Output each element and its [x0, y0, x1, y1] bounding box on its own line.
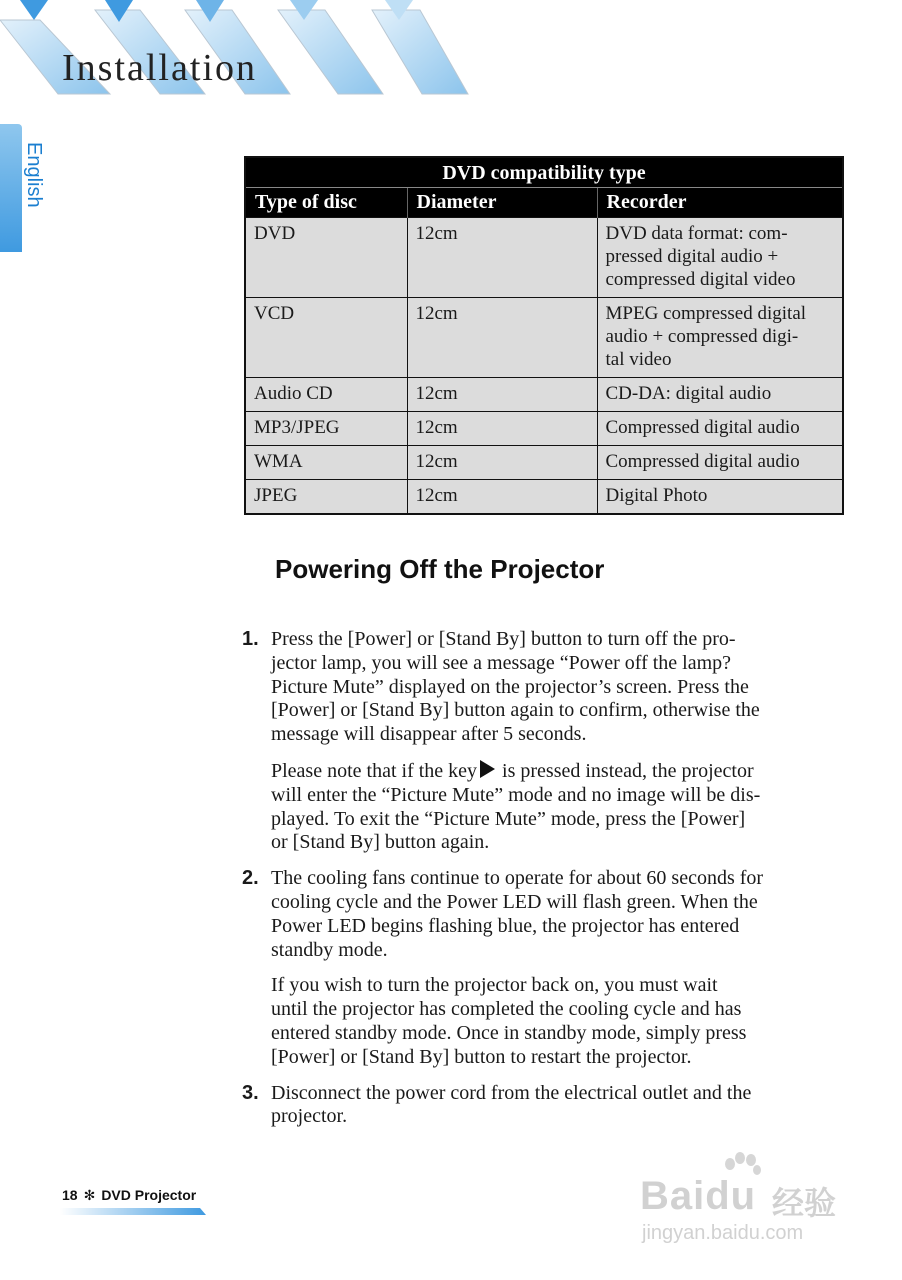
- section-title: Installation: [62, 47, 257, 89]
- watermark-brand: Baidu: [640, 1174, 757, 1218]
- step-paragraph: Press the [Power] or [Stand By] button to turn off the pro- jector lamp, you will see a message “Power off the lamp? Picture Mute” displayed on the projector’s screen. Press the [Power] or [Stand By] button again to confirm, otherwise the message will disappear after 5 seconds.: [271, 628, 760, 746]
- table-row: [245, 298, 843, 378]
- step-number: 1.: [242, 628, 259, 650]
- cell-recorder: Digital Photo: [597, 480, 843, 515]
- cell-recorder: DVD data format: com- pressed digital audio + compressed digital video: [597, 218, 843, 298]
- cell-disc-type: JPEG: [245, 480, 407, 515]
- column-header-diameter: Diameter: [407, 188, 597, 218]
- step-text: is pressed instead, the projector will enter the “Picture Mute” mode and no image will be dis- played. To exit the “Picture Mute” mode, press the [Power] or [Stand By] button again.: [271, 759, 761, 854]
- step-text: Please note that if the key: [271, 759, 478, 782]
- baidu-watermark: [640, 1152, 860, 1252]
- cell-diameter: 12cm: [407, 298, 597, 378]
- step-paragraph: The cooling fans continue to operate for about 60 seconds for cooling cycle and the Power LED will flash green. When the Power LED begins flashing blue, the projector has entered standby mode.: [271, 867, 764, 961]
- step-paragraph: Disconnect the power cord from the electrical outlet and the projector.: [271, 1081, 752, 1128]
- table-caption: DVD compatibility type: [245, 157, 843, 188]
- cell-diameter: 12cm: [407, 480, 597, 515]
- language-label: English: [23, 142, 45, 208]
- page-footer: [62, 1187, 196, 1204]
- cell-diameter: 12cm: [407, 378, 597, 412]
- powering-off-steps: [242, 628, 854, 1141]
- step-paragraph: [271, 759, 760, 855]
- page-number: 18: [62, 1187, 78, 1203]
- cell-diameter: 12cm: [407, 412, 597, 446]
- cell-recorder: Compressed digital audio: [597, 412, 843, 446]
- cell-disc-type: MP3/JPEG: [245, 412, 407, 446]
- watermark-url: jingyan.baidu.com: [642, 1222, 804, 1244]
- language-tab: [0, 124, 22, 252]
- step-paragraph: If you wish to turn the projector back on, you must wait until the projector has completed the cooling cycle and has entered standby mode. Once in standby mode, simply press [Power] or [Stand By] button to restart the projector.: [271, 974, 747, 1068]
- step-number: 3.: [242, 1081, 259, 1104]
- table-row: [245, 446, 843, 480]
- step-item: [242, 1082, 854, 1130]
- powering-off-heading: Powering Off the Projector: [275, 554, 605, 584]
- column-header-type: Type of disc: [245, 188, 407, 218]
- table-row: [245, 218, 843, 298]
- step-number: 2.: [242, 867, 259, 890]
- play-triangle-icon: [478, 759, 496, 779]
- step-item: [242, 628, 854, 855]
- table-row: [245, 480, 843, 515]
- table-row: [245, 378, 843, 412]
- cell-disc-type: Audio CD: [245, 378, 407, 412]
- chevron-stripe: [372, 10, 468, 94]
- footer-rule: [60, 1206, 210, 1216]
- chevron-arrow: [20, 0, 48, 20]
- cell-disc-type: VCD: [245, 298, 407, 378]
- cell-recorder: CD-DA: digital audio: [597, 378, 843, 412]
- cell-disc-type: DVD: [245, 218, 407, 298]
- cell-disc-type: WMA: [245, 446, 407, 480]
- product-name: DVD Projector: [101, 1187, 197, 1203]
- cell-diameter: 12cm: [407, 446, 597, 480]
- step-item: [242, 867, 854, 1069]
- dvd-compatibility-table: [244, 156, 844, 515]
- table-row: [245, 412, 843, 446]
- chevron-stripe: [278, 10, 383, 94]
- cell-diameter: 12cm: [407, 218, 597, 298]
- cell-recorder: Compressed digital audio: [597, 446, 843, 480]
- watermark-chinese: 经验: [772, 1184, 837, 1222]
- column-header-recorder: Recorder: [597, 188, 843, 218]
- cell-recorder: MPEG compressed digital audio + compressed digi- tal video: [597, 298, 843, 378]
- footer-separator: ✻: [83, 1187, 96, 1203]
